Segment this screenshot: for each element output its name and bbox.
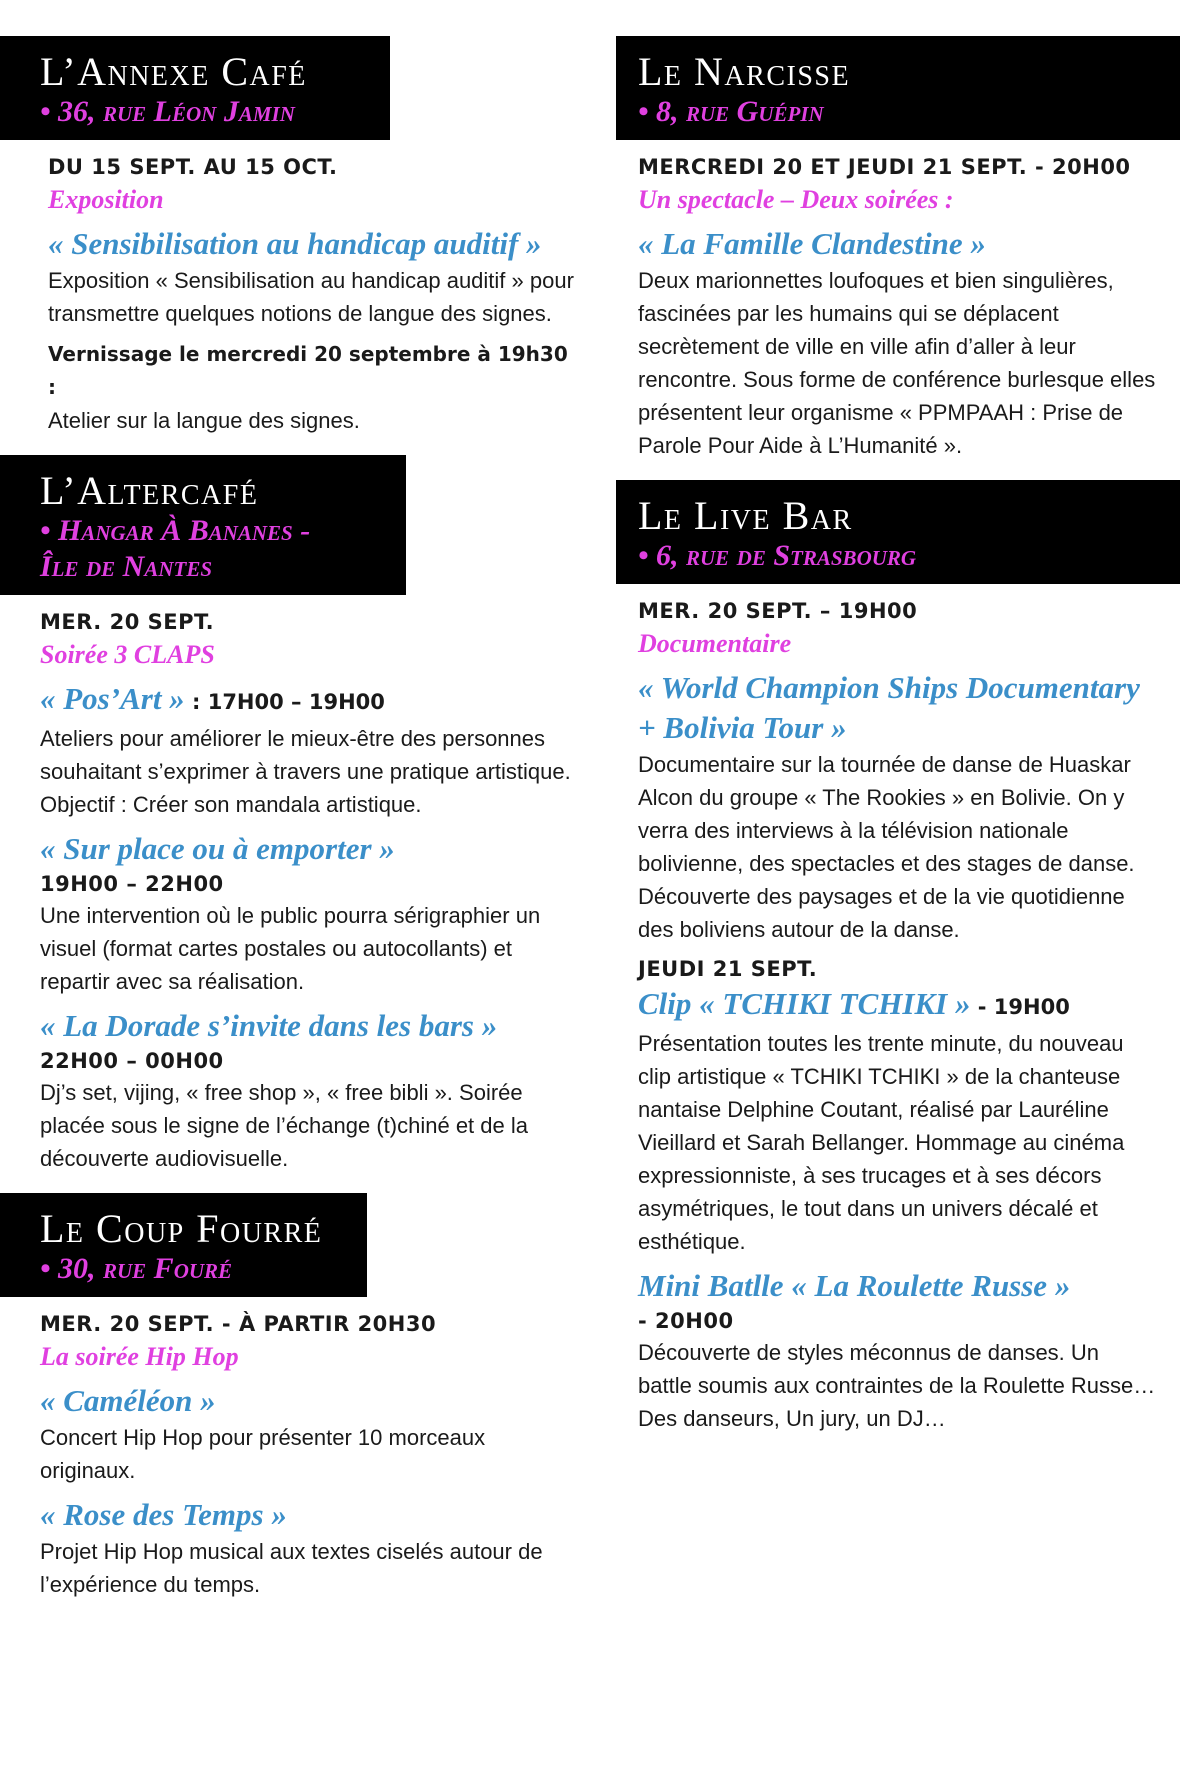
event-time: 22H00 – 00H00 [40, 1049, 224, 1073]
venue-header-narcisse [616, 36, 1180, 140]
event-description: Présentation toutes les trente minute, du nouveau clip artistique « TCHIKI TCHIKI » de la chanteuse nantaise Delphine Coutant, réalisé par Lauréline Vieillard et Sarah Bellanger. Hommage au cinéma expressionniste, à ses trucages et à ses décors asymétriques, le tout dans un univers décalé et esthétique. [638, 1031, 1125, 1254]
venue-name: L’Annexe Café [40, 49, 307, 94]
event-title [40, 679, 580, 722]
event-description: Exposition « Sensibilisation au handicap auditif » pour transmettre quelques notions de langue des signes. [48, 268, 574, 326]
event-time: - 20H00 [638, 1309, 734, 1333]
event-description: Découverte de styles méconnus de danses. Un battle soumis aux contraintes de la Roulette Russe… [638, 1340, 1156, 1398]
venue-header-livebar [616, 480, 1180, 584]
venue-name: Le Live Bar [638, 493, 853, 538]
event-time: 19H00 – 22H00 [40, 872, 224, 896]
venue-address: • 8, rue Guépin [638, 95, 824, 128]
event-title: « Rose des Temps » [40, 1497, 287, 1532]
event-title [638, 984, 1158, 1027]
venue-address-line2: Île de Nantes [40, 550, 213, 583]
venue-address: • 36, rue Léon Jamin [40, 95, 295, 128]
event-category: Un spectacle – Deux soirées : [638, 185, 954, 214]
venue-address: • 30, rue Fouré [40, 1252, 233, 1285]
event-category: Documentaire [638, 629, 792, 658]
event-title: « Sur place ou à emporter » [40, 831, 395, 866]
event-description: Des danseurs, Un jury, un DJ… [638, 1406, 946, 1431]
event-description: Dj’s set, vijing, « free shop », « free bibli ». Soirée placée sous le signe de l’échange (t)chiné et de la découverte audiovisuelle. [40, 1080, 528, 1171]
event-title: « Caméléon » [40, 1383, 216, 1418]
venue-name: Le Coup Fourré [40, 1206, 323, 1251]
left-column [0, 36, 590, 1609]
venue-events-coupfourre [0, 1309, 590, 1601]
event-description: Atelier sur la langue des signes. [48, 408, 360, 433]
venue-events-livebar [616, 596, 1168, 1435]
event-title-text: « Pos’Art » [40, 681, 185, 716]
event-date: DU 15 SEPT. AU 15 OCT. [48, 155, 338, 179]
right-column [616, 36, 1168, 1443]
event-description: Deux marionnettes loufoques et bien singulières, fascinées par les humains qui se déplacent secrètement de ville en ville afin d’aller à leur rencontre. Sous forme de conférence burlesque elles présentent leur organisme « PPMPAAH : Prise de Parole Pour Aide à L’Humanité ». [638, 268, 1156, 458]
event-category: Exposition [48, 185, 164, 214]
event-title: « World Champion Ships Documentary + Bolivia Tour » [638, 670, 1140, 745]
venue-events-narcisse [616, 152, 1168, 462]
venue-header-annexe [0, 36, 390, 140]
event-date: MER. 20 SEPT. – 19H00 [638, 599, 918, 623]
event-title-text: Clip « TCHIKI TCHIKI » [638, 986, 971, 1021]
event-title: « La Famille Clandestine » [638, 226, 986, 261]
event-title: « La Dorade s’invite dans les bars » [40, 1008, 498, 1043]
venue-events-annexe [0, 152, 590, 437]
event-date: MER. 20 SEPT. [40, 610, 215, 634]
event-description: Projet Hip Hop musical aux textes ciselés autour de l’expérience du temps. [40, 1539, 543, 1597]
event-time: - 19H00 [970, 995, 1070, 1019]
event-title: Mini Batlle « La Roulette Russe » [638, 1268, 1071, 1303]
event-category: La soirée Hip Hop [40, 1342, 239, 1371]
venue-header-altercafe [0, 455, 406, 595]
event-category: Soirée 3 CLAPS [40, 640, 215, 669]
event-description: Concert Hip Hop pour présenter 10 morceaux originaux. [40, 1425, 486, 1483]
venue-events-altercafe [0, 607, 590, 1175]
event-date: MERCREDI 20 ET JEUDI 21 SEPT. - 20H00 [638, 155, 1131, 179]
event-description: Documentaire sur la tournée de danse de Huaskar Alcon du groupe « The Rookies » en Bolivie. On y verra des interviews à la télévision nationale bolivienne, des spectacles et des stages de danse. Découverte des paysages et de la vie quotidienne des boliviens autour de la danse. [638, 752, 1135, 942]
event-description: Ateliers pour améliorer le mieux-être des personnes souhaitant s’exprimer à travers une pratique artistique. Objectif : Créer son mandala artistique. [40, 726, 571, 817]
venue-header-coupfourre [0, 1193, 367, 1297]
event-date: JEUDI 21 SEPT. [638, 957, 818, 981]
event-description: Une intervention où le public pourra sérigraphier un visuel (format cartes postales ou autocollants) et repartir avec sa réalisation. [40, 903, 541, 994]
venue-address-line1: • Hangar À Bananes - [40, 514, 311, 547]
venue-name: L’Altercafé [40, 468, 259, 513]
vernissage-note: Vernissage le mercredi 20 septembre à 19h30 : [48, 342, 568, 399]
venue-address: • 6, rue de Strasbourg [638, 539, 917, 572]
event-time: : 17H00 – 19H00 [184, 690, 385, 714]
event-date: MER. 20 SEPT. - À PARTIR 20H30 [40, 1312, 437, 1336]
event-title: « Sensibilisation au handicap auditif » [48, 226, 542, 261]
venue-name: Le Narcisse [638, 49, 851, 94]
